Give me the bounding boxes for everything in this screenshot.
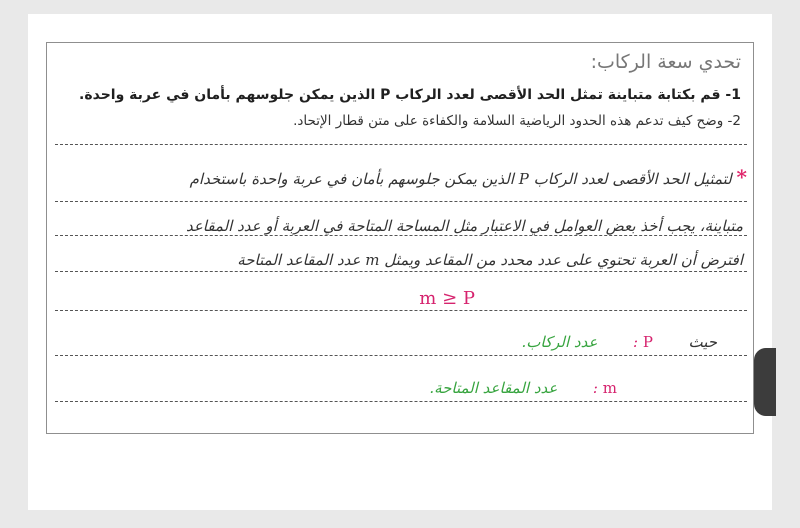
answer-line-3 [237, 251, 743, 269]
answer-line-1 [190, 165, 747, 189]
definition-p [522, 333, 717, 351]
colon: : [632, 333, 639, 351]
question-card [46, 42, 754, 434]
question-2: 2- وضح كيف تدعم هذه الحدود الرياضية السلامة والكفاءة على متن قطار الإتحاد. [293, 113, 741, 129]
answer-line [55, 355, 747, 356]
scroll-handle[interactable] [754, 348, 776, 416]
answer-line [55, 144, 747, 145]
var-m-meaning: عدد المقاعد المتاحة. [429, 379, 558, 397]
answer-text-1: لتمثيل الحد الأقصى لعدد الركاب P الذين يمكن جلوسهم بأمان في عربة واحدة باستخدام [189, 170, 732, 188]
var-p: P [642, 333, 653, 351]
asterisk-mark: * [736, 165, 747, 189]
question-1: 1- قم بكتابة متباينة تمثل الحد الأقصى لعدد الركاب P الذين يمكن جلوسهم بأمان في عربة واحدة. [79, 87, 741, 103]
answer-text-2: متباينة، يجب أخذ بعض العوامل في الاعتبار مثل المساحة المتاحة في العربة أو عدد المقاعد [185, 217, 743, 235]
answer-line [55, 235, 747, 236]
definition-m [429, 379, 617, 397]
colon: : [592, 379, 598, 397]
answer-line [55, 310, 747, 311]
var-m: m [602, 379, 617, 397]
answer-line-2 [186, 217, 743, 235]
answer-line [55, 201, 747, 202]
inequality: m ≥ P [419, 288, 475, 309]
where-label: حيث [688, 333, 717, 351]
worksheet-page [28, 14, 772, 510]
var-p-meaning: عدد الركاب. [521, 333, 598, 351]
answer-line [55, 401, 747, 402]
answer-text-3: افترض أن العربة تحتوي على عدد محدد من المقاعد ويمثل m عدد المقاعد المتاحة [237, 251, 743, 269]
answer-line [55, 271, 747, 272]
challenge-title: تحدي سعة الركاب: [590, 51, 741, 73]
